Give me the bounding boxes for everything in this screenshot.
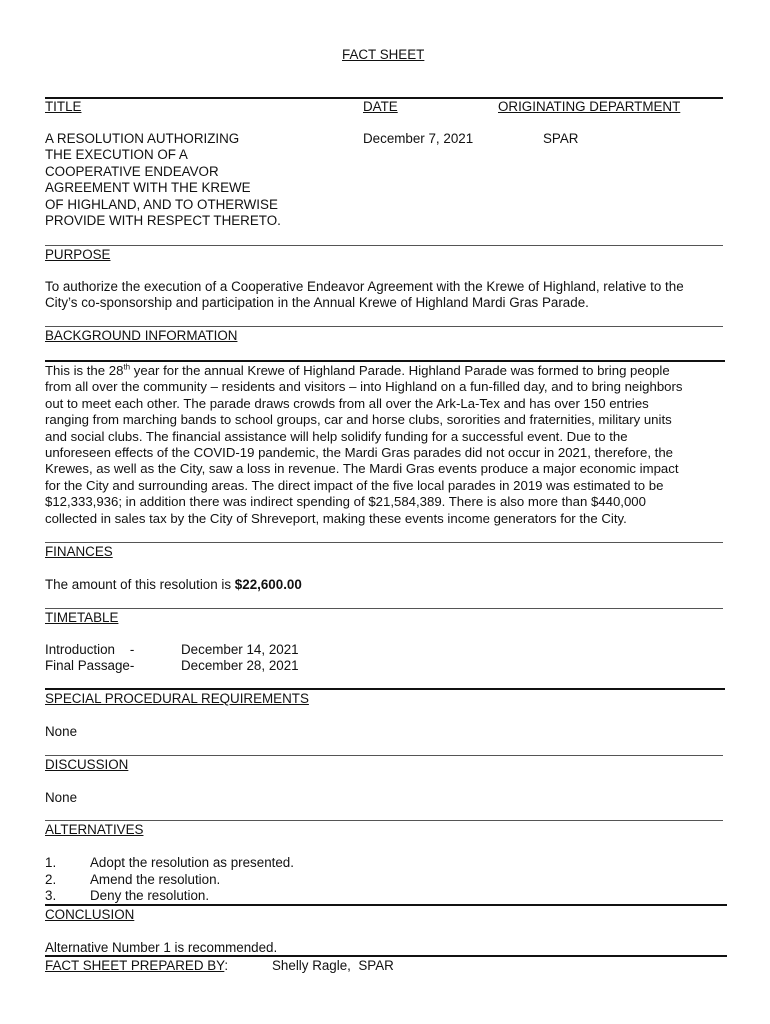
alternative-number: 2. [45,872,57,887]
prepared-rule [45,955,727,957]
conclusion-heading: CONCLUSION [45,907,135,922]
finances-heading: FINANCES [45,544,113,559]
resolution-title-line: OF HIGHLAND, AND TO OTHERWISE [45,196,278,212]
timetable-introduction-date: December 14, 2021 [181,642,299,657]
section-divider [45,542,723,543]
prepared-by-name: Shelly Ragle, SPAR [272,958,394,973]
background-text [45,363,725,527]
resolution-title-line: A RESOLUTION AUTHORIZING [45,131,240,146]
special-requirements-heading: SPECIAL PROCEDURAL REQUIREMENTS [45,691,309,706]
section-divider [45,904,727,906]
timetable-introduction-label: Introduction - [45,642,135,657]
title-column-label: TITLE [45,99,82,114]
purpose-text [45,279,725,312]
resolution-date: December 7, 2021 [363,131,474,146]
section-divider [45,608,723,609]
background-line: ranging from marching bands to school groups, car and horse clubs, sororities and fraternities, military units [45,412,672,428]
background-line: out to meet each other. The parade draws crowds from all over the Ark-La-Tex and has over 150 entries [45,395,649,411]
background-rule [45,360,725,362]
alternative-text: Adopt the resolution as presented. [90,855,294,870]
background-line: unforeseen effects of the COVID-19 pandemic, the Mardi Gras parades did not occur in 2021, therefore, the [45,445,673,461]
resolution-title-line: PROVIDE WITH RESPECT THERETO. [45,213,281,229]
purpose-line: City’s co-sponsorship and participation in the Annual Krewe of Highland Mardi Gras Parade. [45,295,589,311]
background-line: This is the 28th year for the annual Krewe of Highland Parade. Highland Parade was formed to bring people [45,362,670,378]
discussion-heading: DISCUSSION [45,757,129,772]
alternative-number: 3. [45,888,57,903]
background-heading: BACKGROUND INFORMATION [45,328,238,343]
resolution-title-line: THE EXECUTION OF A [45,147,188,163]
finances-text: The amount of this resolution is $22,600.00 [45,577,302,592]
alternative-text: Amend the resolution. [90,872,221,887]
purpose-heading: PURPOSE [45,247,111,262]
resolution-title-line: AGREEMENT WITH THE KREWE [45,180,251,196]
section-divider [45,820,723,821]
purpose-line: To authorize the execution of a Cooperative Endeavor Agreement with the Krewe of Highland, relative to the [45,279,684,294]
prepared-by-label: FACT SHEET PREPARED BY: [45,958,229,973]
background-line: from all over the community – residents and visitors – into Highland on a fun-filled day, and to bring neighbors [45,379,683,395]
background-line: Krewes, as well as the City, saw a loss in revenue. The Mardi Gras events produce a major economic impact [45,461,679,477]
background-line: collected in sales tax by the City of Shreveport, making these events income generators for the City. [45,510,627,526]
date-column-label: DATE [363,99,398,114]
background-line: for the City and surrounding areas. The direct impact of the five local parades in 2019 was estimated to be [45,477,664,493]
special-requirements-text: None [45,724,78,739]
originating-department: SPAR [543,131,579,146]
alternative-text: Deny the resolution. [90,888,210,903]
resolution-amount: $22,600.00 [234,577,302,592]
department-column-label: ORIGINATING DEPARTMENT [498,99,681,114]
section-divider [45,688,725,690]
background-line: and social clubs. The financial assistance will help solidify funding for a successful event. Due to the [45,428,628,444]
alternative-number: 1. [45,855,57,870]
section-divider [45,755,723,756]
document-title: FACT SHEET [342,47,425,62]
resolution-title [45,131,345,229]
resolution-title-line: COOPERATIVE ENDEAVOR [45,163,219,179]
timetable-heading: TIMETABLE [45,610,119,625]
discussion-text: None [45,790,78,805]
background-line: $12,333,936; in addition there was indirect spending of $21,584,389. There is also more than $440,000 [45,494,646,510]
conclusion-text: Alternative Number 1 is recommended. [45,940,278,955]
timetable-final-passage-date: December 28, 2021 [181,658,299,673]
timetable-final-passage-label: Final Passage- [45,658,135,673]
section-divider [45,326,723,327]
section-divider [45,245,723,246]
alternatives-heading: ALTERNATIVES [45,822,144,837]
